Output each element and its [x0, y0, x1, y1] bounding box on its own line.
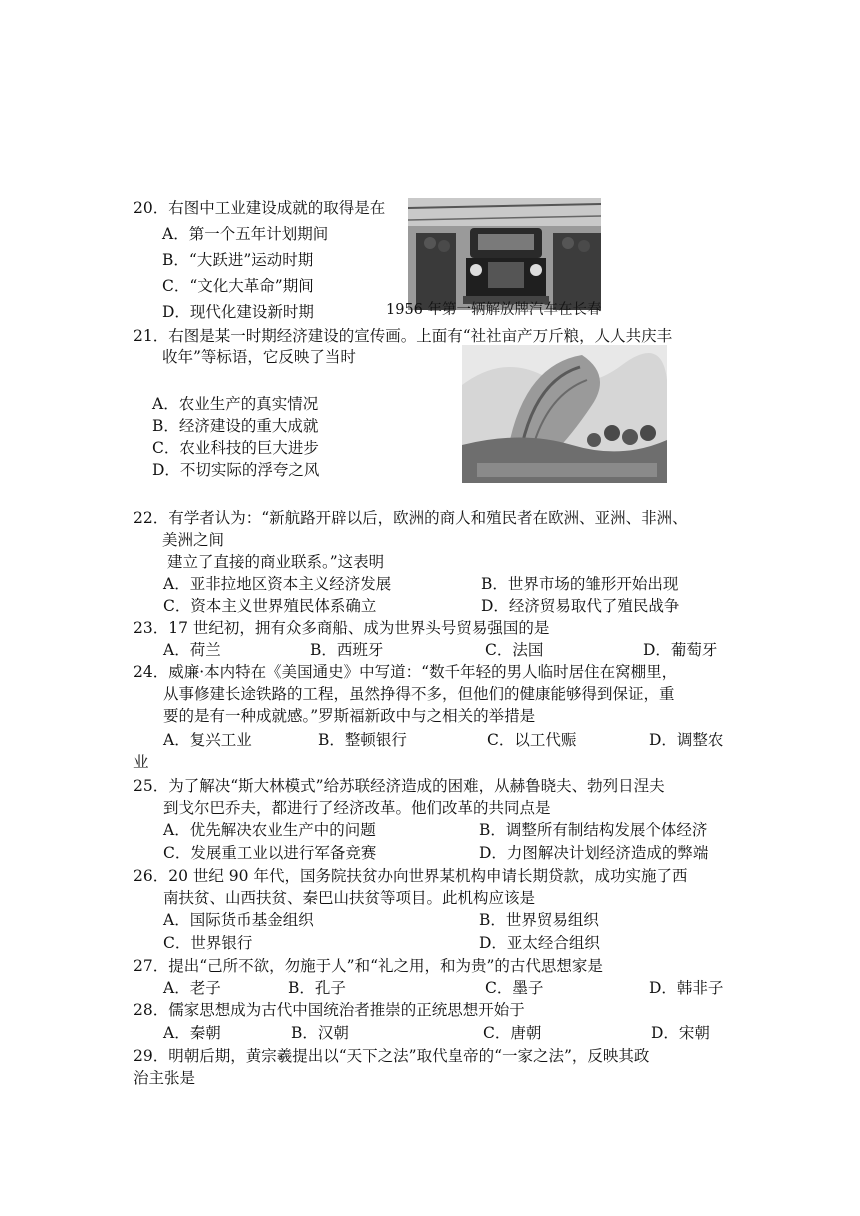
question-22-option-b: B．世界市场的雏形开始出现: [481, 575, 679, 593]
question-26-stem-line1: 26．20 世纪 90 年代，国务院扶贫办向世界某机构申请长期贷款，成功实施了西: [133, 867, 688, 885]
question-22-option-a: A．亚非拉地区资本主义经济发展: [163, 575, 392, 593]
question-24-stem-line2: 从事修建长途铁路的工程，虽然挣得不多，但他们的健康能够得到保证，重: [163, 685, 675, 703]
question-23-option-d: D．葡萄牙: [643, 641, 718, 659]
question-23-option-a: A．荷兰: [163, 641, 221, 659]
question-27-option-b: B．孔子: [288, 979, 346, 997]
question-21-option-b: B．经济建设的重大成就: [152, 417, 319, 435]
question-24-option-a: A．复兴工业: [163, 731, 252, 749]
question-26-option-c: C．世界银行: [163, 934, 253, 952]
question-27-option-c: C．墨子: [485, 979, 544, 997]
question-28-stem: 28．儒家思想成为古代中国统治者推崇的正统思想开始于: [133, 1001, 525, 1019]
question-29-stem-line1: 29．明朝后期，黄宗羲提出以“天下之法”取代皇帝的“一家之法”，反映其政: [133, 1047, 650, 1065]
question-21-stem-line1: 21．右图是某一时期经济建设的宣传画。上面有“社社亩产万斤粮，人人共庆丰: [133, 327, 673, 345]
question-29-stem-line2: 治主张是: [133, 1069, 196, 1087]
question-25-option-a: A．优先解决农业生产中的问题: [163, 821, 376, 839]
question-27-option-d: D．韩非子: [649, 979, 724, 997]
question-22-option-d: D．经济贸易取代了殖民战争: [481, 597, 680, 615]
question-22-option-c: C．资本主义世界殖民体系确立: [163, 597, 377, 615]
question-28-option-b: B．汉朝: [291, 1024, 349, 1042]
truck-photo: [408, 198, 601, 310]
question-26-stem-line2: 南扶贫、山西扶贫、秦巴山扶贫等项目。此机构应该是: [163, 889, 536, 907]
question-20-option-c: C．“文化大革命”期间: [162, 277, 314, 295]
propaganda-poster-image: [462, 345, 667, 483]
question-20-option-b: B．“大跃进”运动时期: [162, 251, 314, 269]
question-20-option-d: D．现代化建设新时期: [162, 303, 314, 321]
truck-photo-caption: 1956 年第一辆解放牌汽车在长春: [386, 302, 602, 318]
question-21-option-d: D．不切实际的浮夸之风: [152, 461, 320, 479]
question-28-option-d: D．宋朝: [651, 1024, 710, 1042]
question-26-option-d: D．亚太经合组织: [479, 934, 600, 952]
question-24-option-c: C．以工代赈: [487, 731, 577, 749]
question-20-option-a: A．第一个五年计划期间: [162, 225, 329, 243]
question-25-stem-line1: 25．为了解决“斯大林模式”给苏联经济造成的困难，从赫鲁晓夫、勃列日涅夫: [133, 777, 665, 795]
question-24-option-b: B．整顿银行: [318, 731, 407, 749]
question-22-stem-line1: 22．有学者认为：“新航路开辟以后，欧洲的商人和殖民者在欧洲、亚洲、非洲、: [133, 509, 688, 527]
question-23-stem: 23．17 世纪初，拥有众多商船、成为世界头号贸易强国的是: [133, 619, 550, 637]
question-28-option-c: C．唐朝: [483, 1024, 542, 1042]
question-25-option-d: D．力图解决计划经济造成的弊端: [479, 844, 709, 862]
question-23-option-c: C．法国: [485, 641, 544, 659]
question-21-option-c: C．农业科技的巨大进步: [152, 439, 319, 457]
question-28-option-a: A．秦朝: [163, 1024, 221, 1042]
question-24-option-d: D．调整农: [649, 731, 724, 749]
question-26-option-a: A．国际货币基金组织: [163, 911, 314, 929]
question-26-option-b: B．世界贸易组织: [479, 911, 599, 929]
question-24-stem-line1: 24．威廉·本内特在《美国通史》中写道：“数千年轻的男人临时居住在窝棚里，: [133, 663, 678, 681]
question-25-stem-line2: 到戈尔巴乔夫，都进行了经济改革。他们改革的共同点是: [163, 799, 551, 817]
question-24-option-d-wrap: 业: [133, 753, 149, 771]
question-21-option-a: A．农业生产的真实情况: [152, 395, 319, 413]
question-27-stem: 27．提出“己所不欲，勿施于人”和“礼之用，和为贵”的古代思想家是: [133, 957, 603, 975]
question-25-option-c: C．发展重工业以进行军备竞赛: [163, 844, 377, 862]
question-27-option-a: A．老子: [163, 979, 221, 997]
question-22-stem-line2: 美洲之间: [162, 531, 225, 549]
question-24-stem-line3: 要的是有一种成就感。”罗斯福新政中与之相关的举措是: [163, 707, 536, 725]
question-23-option-b: B．西班牙: [310, 641, 384, 659]
question-21-stem-line2: 收年”等标语，它反映了当时: [162, 348, 356, 366]
question-22-stem-line3: 建立了直接的商业联系。”这表明: [167, 553, 385, 571]
question-20-stem: 20．右图中工业建设成就的取得是在: [133, 199, 386, 217]
question-25-option-b: B．调整所有制结构发展个体经济: [479, 821, 708, 839]
